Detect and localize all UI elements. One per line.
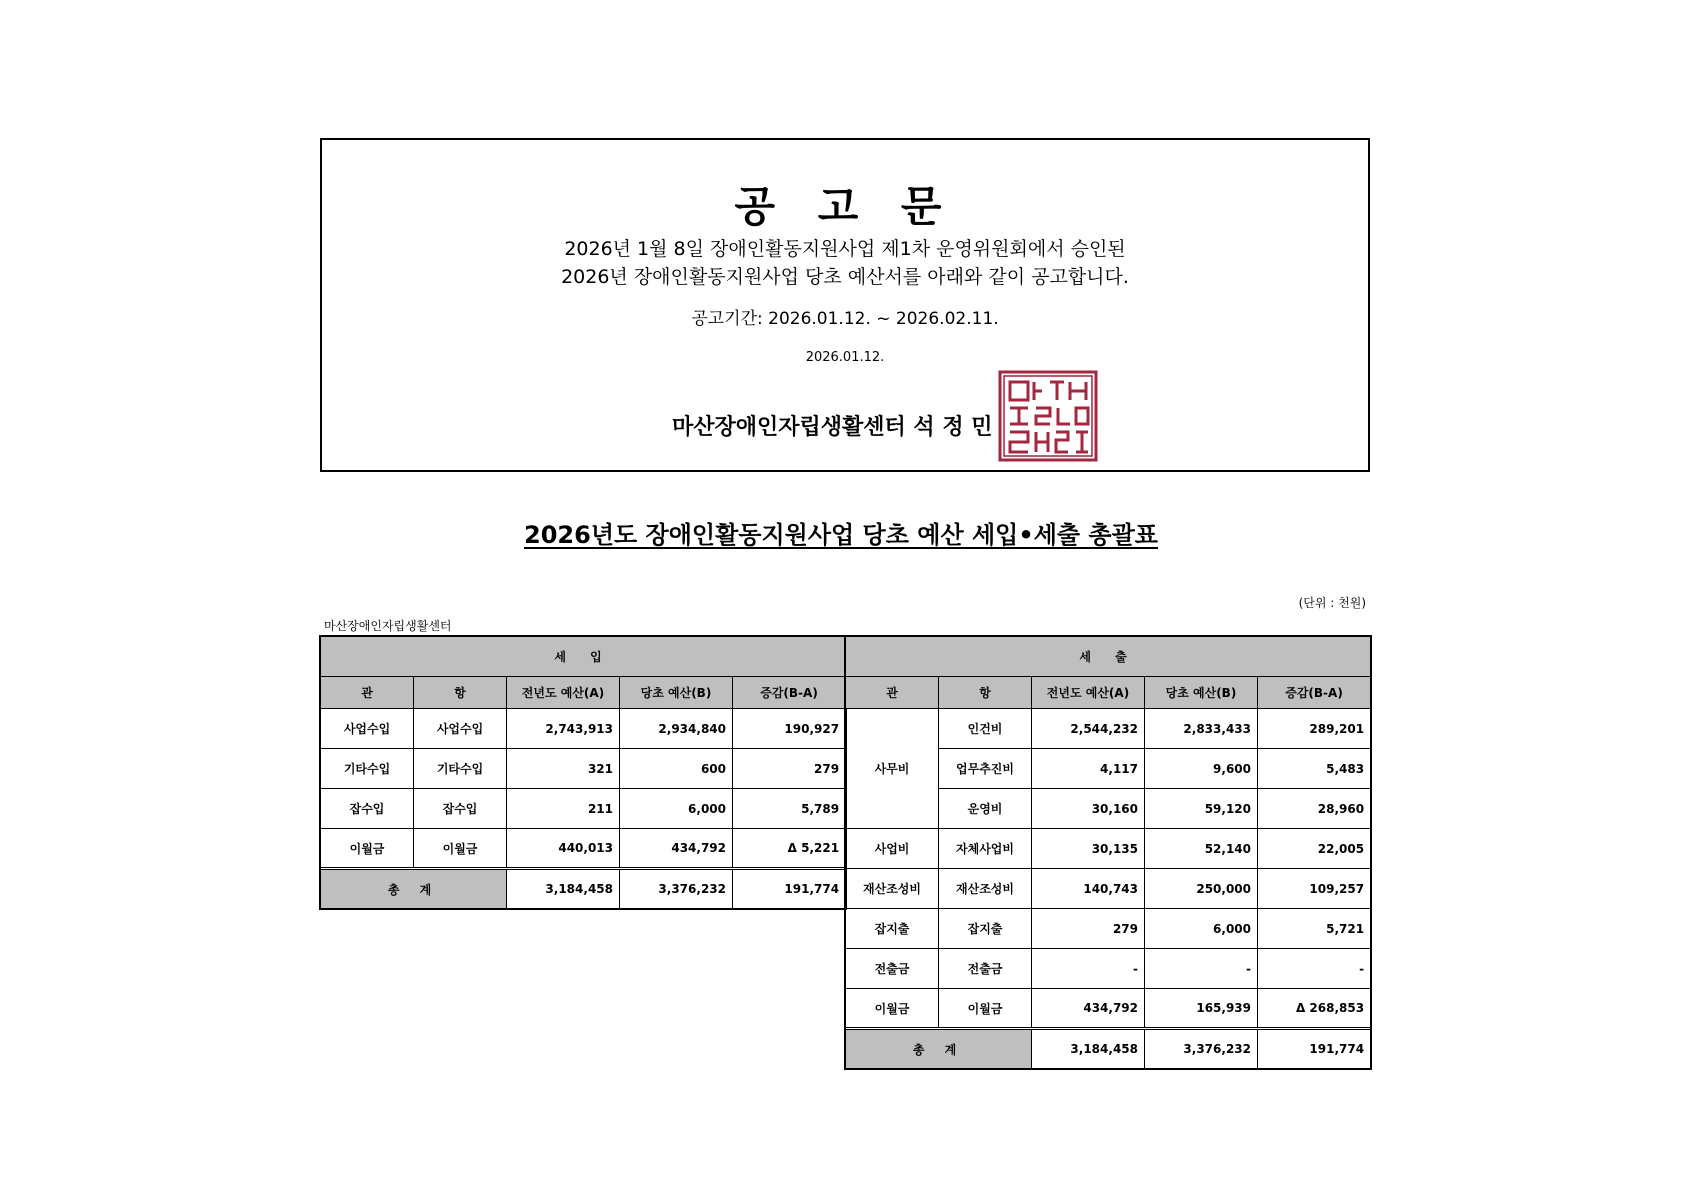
cell-prev: 211 (507, 789, 620, 829)
cell-diff: 5,789 (733, 789, 846, 829)
cell-gwan: 사업비 (846, 829, 939, 869)
header-hang: 항 (414, 677, 507, 709)
cell-prev: 321 (507, 749, 620, 789)
cell-hang: 업무추진비 (939, 749, 1032, 789)
cell-gwan: 이월금 (321, 829, 414, 869)
cell-diff: - (1258, 949, 1371, 989)
cell-curr: 434,792 (620, 829, 733, 869)
expenditure-section-header: 세 출 (846, 637, 1371, 677)
cell-prev: 30,160 (1032, 789, 1145, 829)
total-diff: 191,774 (1258, 1029, 1371, 1069)
header-diff: 증감(B-A) (733, 677, 846, 709)
notice-line-2: 2026년 장애인활동지원사업 당초 예산서를 아래와 같이 공고합니다. (561, 266, 1129, 288)
table-row (321, 789, 846, 829)
cell-diff: 5,721 (1258, 909, 1371, 949)
cell-curr: 250,000 (1145, 869, 1258, 909)
cell-gwan: 전출금 (846, 949, 939, 989)
cell-diff: Δ 268,853 (1258, 989, 1371, 1029)
header-diff: 증감(B-A) (1258, 677, 1371, 709)
cell-prev: - (1032, 949, 1145, 989)
total-label: 총 계 (321, 869, 507, 909)
cell-hang: 인건비 (939, 709, 1032, 749)
total-row (846, 1029, 1371, 1069)
organization-label: 마산장애인자립생활센터 (324, 619, 452, 633)
cell-diff: 109,257 (1258, 869, 1371, 909)
cell-curr: 6,000 (1145, 909, 1258, 949)
table-row (846, 869, 1371, 909)
budget-summary-title: 2026년도 장애인활동지원사업 당초 예산 세입•세출 총괄표 (524, 521, 1158, 549)
cell-prev: 434,792 (1032, 989, 1145, 1029)
notice-period: 공고기간: 2026.01.12. ~ 2026.02.11. (691, 309, 999, 329)
cell-gwan: 재산조성비 (846, 869, 939, 909)
table-row (846, 709, 1371, 749)
cell-curr: 2,934,840 (620, 709, 733, 749)
revenue-table (320, 636, 846, 909)
cell-prev: 2,743,913 (507, 709, 620, 749)
cell-diff: 190,927 (733, 709, 846, 749)
cell-diff: 289,201 (1258, 709, 1371, 749)
cell-prev: 4,117 (1032, 749, 1145, 789)
cell-curr: 9,600 (1145, 749, 1258, 789)
notice-line-1: 2026년 1월 8일 장애인활동지원사업 제1차 운영위원회에서 승인된 (564, 238, 1126, 260)
total-label: 총 계 (846, 1029, 1032, 1069)
header-prev-budget: 전년도 예산(A) (507, 677, 620, 709)
cell-hang: 전출금 (939, 949, 1032, 989)
cell-gwan: 기타수입 (321, 749, 414, 789)
cell-curr: 2,833,433 (1145, 709, 1258, 749)
cell-hang: 사업수입 (414, 709, 507, 749)
cell-curr: 6,000 (620, 789, 733, 829)
cell-hang: 잡수입 (414, 789, 507, 829)
cell-hang: 이월금 (939, 989, 1032, 1029)
cell-hang: 이월금 (414, 829, 507, 869)
cell-prev: 140,743 (1032, 869, 1145, 909)
table-row (321, 829, 846, 869)
total-prev: 3,184,458 (1032, 1029, 1145, 1069)
notice-organization: 마산장애인자립생활센터 석 정 민 (672, 415, 993, 440)
cell-hang: 운영비 (939, 789, 1032, 829)
notice-date: 2026.01.12. (805, 350, 885, 365)
cell-diff: 5,483 (1258, 749, 1371, 789)
expenditure-table (845, 636, 1371, 1069)
header-gwan: 관 (321, 677, 414, 709)
header-hang: 항 (939, 677, 1032, 709)
cell-curr: 52,140 (1145, 829, 1258, 869)
cell-prev: 440,013 (507, 829, 620, 869)
header-prev-budget: 전년도 예산(A) (1032, 677, 1145, 709)
total-curr: 3,376,232 (1145, 1029, 1258, 1069)
table-row (321, 709, 846, 749)
cell-curr: 59,120 (1145, 789, 1258, 829)
cell-gwan: 잡수입 (321, 789, 414, 829)
cell-curr: - (1145, 949, 1258, 989)
header-curr-budget: 당초 예산(B) (1145, 677, 1258, 709)
official-seal-icon (998, 370, 1098, 462)
cell-prev: 30,135 (1032, 829, 1145, 869)
cell-gwan: 사무비 (846, 709, 939, 829)
total-curr: 3,376,232 (620, 869, 733, 909)
cell-prev: 2,544,232 (1032, 709, 1145, 749)
cell-hang: 기타수입 (414, 749, 507, 789)
total-diff: 191,774 (733, 869, 846, 909)
notice-title: 공 고 문 (734, 182, 956, 231)
cell-prev: 279 (1032, 909, 1145, 949)
table-row (846, 909, 1371, 949)
table-row (846, 829, 1371, 869)
cell-diff: 28,960 (1258, 789, 1371, 829)
cell-hang: 재산조성비 (939, 869, 1032, 909)
cell-diff: 279 (733, 749, 846, 789)
cell-diff: 22,005 (1258, 829, 1371, 869)
table-row (846, 989, 1371, 1029)
total-prev: 3,184,458 (507, 869, 620, 909)
cell-diff: Δ 5,221 (733, 829, 846, 869)
cell-curr: 600 (620, 749, 733, 789)
header-curr-budget: 당초 예산(B) (620, 677, 733, 709)
notice-box (320, 138, 1370, 472)
cell-hang: 잡지출 (939, 909, 1032, 949)
cell-gwan: 사업수입 (321, 709, 414, 749)
total-row (321, 869, 846, 909)
cell-gwan: 잡지출 (846, 909, 939, 949)
cell-curr: 165,939 (1145, 989, 1258, 1029)
header-gwan: 관 (846, 677, 939, 709)
revenue-section-header: 세 입 (321, 637, 846, 677)
cell-gwan: 이월금 (846, 989, 939, 1029)
table-row (321, 749, 846, 789)
unit-label: (단위 : 천원) (1298, 596, 1366, 610)
table-row (846, 949, 1371, 989)
cell-hang: 자체사업비 (939, 829, 1032, 869)
